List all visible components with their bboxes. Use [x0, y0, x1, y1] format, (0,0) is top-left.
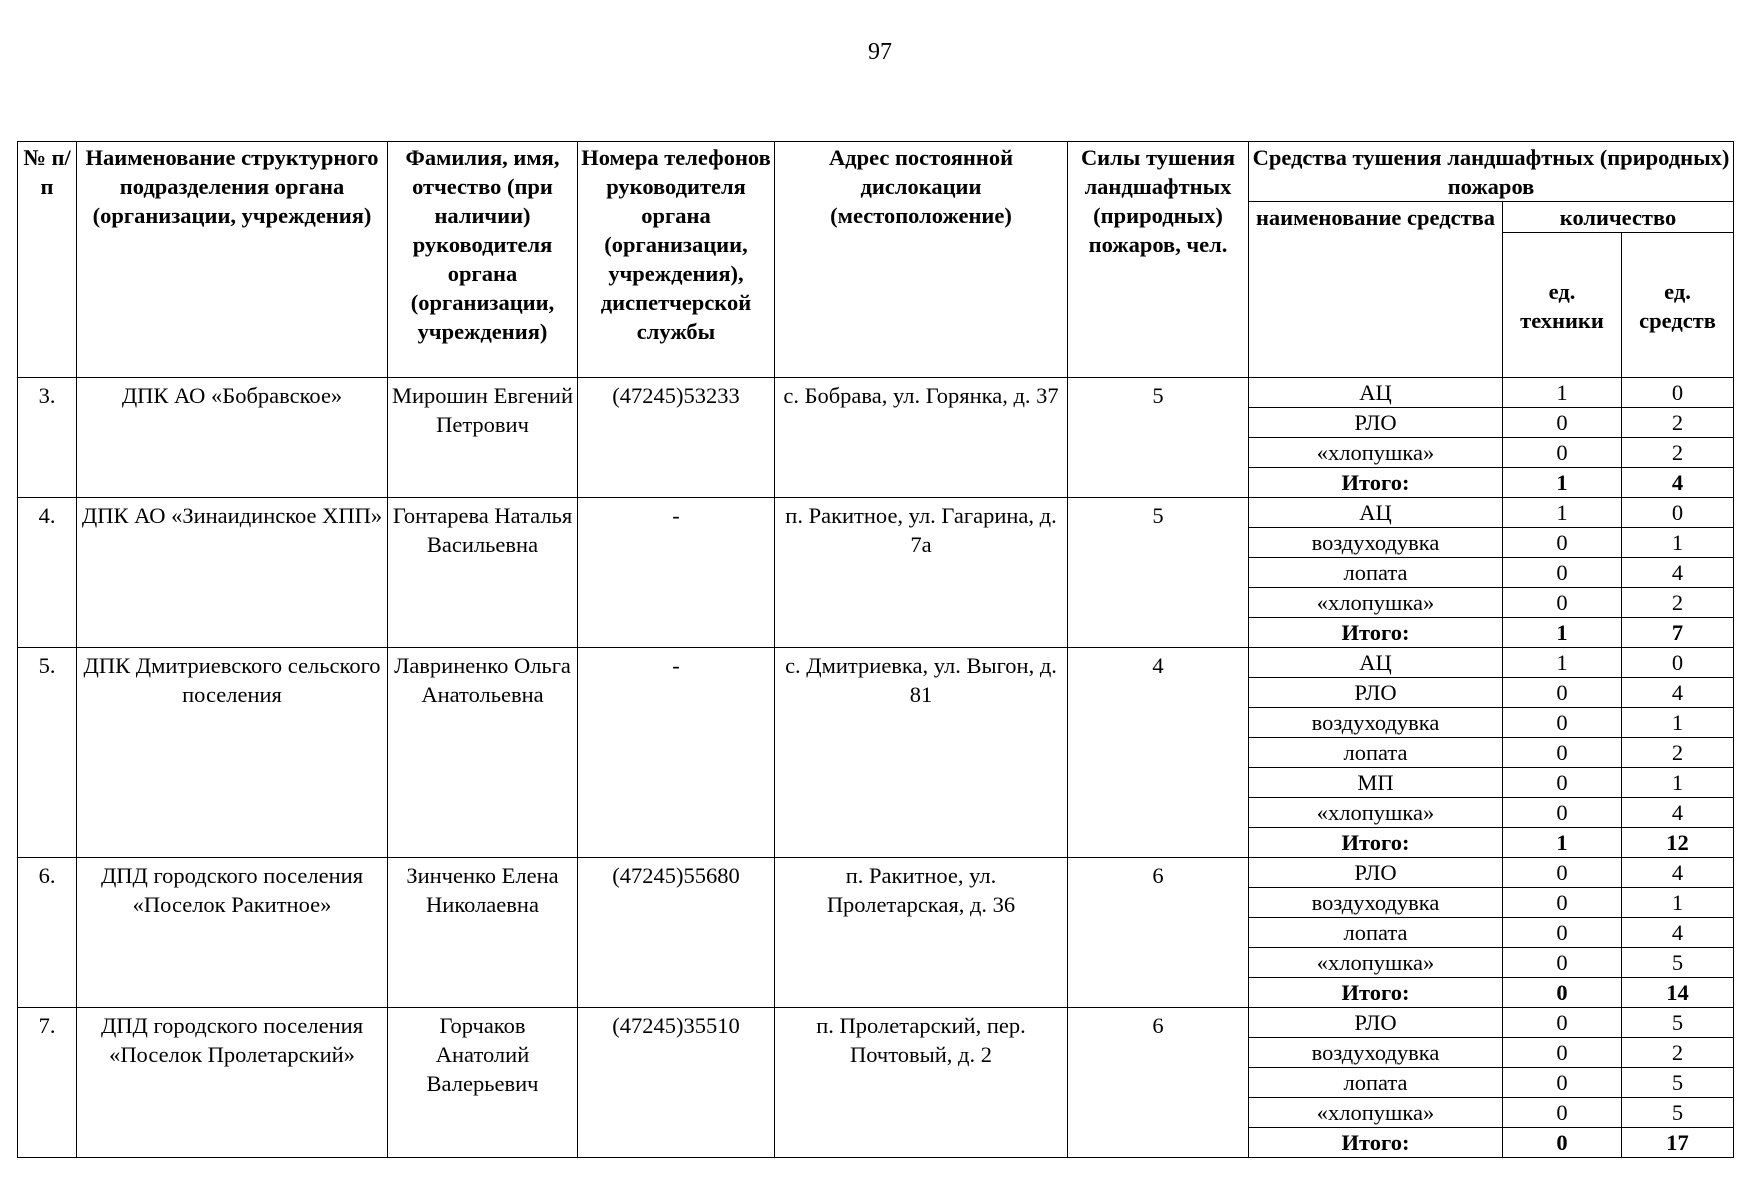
head-name: Горчаков Анатолий Валерьевич: [388, 1008, 578, 1158]
equipment-units: 0: [1503, 708, 1622, 738]
equipment-units: 0: [1503, 858, 1622, 888]
header-units-means: ед. средств: [1622, 233, 1734, 378]
equipment-units: 0: [1503, 528, 1622, 558]
means-units: 1: [1622, 768, 1734, 798]
address: п. Пролетарский, пер. Почтовый, д. 2: [775, 1008, 1068, 1158]
means-units: 1: [1622, 888, 1734, 918]
forces-count: 5: [1068, 498, 1249, 648]
total-means-units: 14: [1622, 978, 1734, 1008]
header-quantity: количество: [1503, 202, 1734, 233]
total-equipment-units: 0: [1503, 1128, 1622, 1158]
means-name: лопата: [1249, 558, 1503, 588]
means-name: МП: [1249, 768, 1503, 798]
equipment-units: 0: [1503, 888, 1622, 918]
total-means-units: 12: [1622, 828, 1734, 858]
means-name: «хлопушка»: [1249, 588, 1503, 618]
unit-name: ДПК АО «Бобравское»: [77, 378, 388, 498]
header-phone: Номера телефонов руководителя органа (организации, учреждения), диспетчерской службы: [578, 142, 775, 378]
equipment-units: 0: [1503, 408, 1622, 438]
total-equipment-units: 1: [1503, 618, 1622, 648]
address: с. Бобрава, ул. Горянка, д. 37: [775, 378, 1068, 498]
row-number: 5.: [18, 648, 77, 858]
head-name: Мирошин Евгений Петрович: [388, 378, 578, 498]
header-num: № п/п: [18, 142, 77, 378]
total-means-units: 7: [1622, 618, 1734, 648]
equipment-units: 0: [1503, 678, 1622, 708]
phone-number: (47245)55680: [578, 858, 775, 1008]
header-means: Средства тушения ландшафтных (природных) пожаров: [1249, 142, 1734, 202]
means-units: 2: [1622, 588, 1734, 618]
means-name: АЦ: [1249, 378, 1503, 408]
forces-count: 6: [1068, 858, 1249, 1008]
means-name: АЦ: [1249, 498, 1503, 528]
equipment-units: 0: [1503, 1068, 1622, 1098]
table-row: [18, 858, 1734, 888]
header-head: Фамилия, имя, отчество (при наличии) руководителя органа (организации, учреждения): [388, 142, 578, 378]
row-number: 7.: [18, 1008, 77, 1158]
head-name: Зинченко Елена Николаевна: [388, 858, 578, 1008]
unit-name: ДПК АО «Зинаидинское ХПП»: [77, 498, 388, 648]
unit-name: ДПД городского поселения «Поселок Ракитное»: [77, 858, 388, 1008]
equipment-units: 0: [1503, 948, 1622, 978]
means-units: 5: [1622, 1008, 1734, 1038]
means-units: 2: [1622, 738, 1734, 768]
phone-number: -: [578, 648, 775, 858]
means-units: 0: [1622, 498, 1734, 528]
head-name: Гонтарева Наталья Васильевна: [388, 498, 578, 648]
means-name: РЛО: [1249, 858, 1503, 888]
means-units: 4: [1622, 918, 1734, 948]
row-number: 3.: [18, 378, 77, 498]
address: п. Ракитное, ул. Пролетарская, д. 36: [775, 858, 1068, 1008]
page-number: 97: [868, 39, 892, 65]
total-means-name: Итого:: [1249, 1128, 1503, 1158]
address: с. Дмитриевка, ул. Выгон, д. 81: [775, 648, 1068, 858]
means-units: 2: [1622, 438, 1734, 468]
total-equipment-units: 1: [1503, 828, 1622, 858]
table-header: [18, 142, 1734, 378]
total-means-units: 4: [1622, 468, 1734, 498]
header-means-name: наименование средства: [1249, 202, 1503, 378]
equipment-units: 0: [1503, 768, 1622, 798]
total-means-units: 17: [1622, 1128, 1734, 1158]
means-units: 5: [1622, 1068, 1734, 1098]
means-units: 1: [1622, 528, 1734, 558]
unit-name: ДПД городского поселения «Поселок Пролетарский»: [77, 1008, 388, 1158]
fire-resources-table: [17, 141, 1734, 1158]
means-units: 1: [1622, 708, 1734, 738]
phone-number: -: [578, 498, 775, 648]
means-name: «хлопушка»: [1249, 798, 1503, 828]
means-name: лопата: [1249, 1068, 1503, 1098]
means-units: 0: [1622, 648, 1734, 678]
means-units: 4: [1622, 798, 1734, 828]
means-units: 4: [1622, 678, 1734, 708]
forces-count: 4: [1068, 648, 1249, 858]
means-name: воздуходувка: [1249, 708, 1503, 738]
total-equipment-units: 1: [1503, 468, 1622, 498]
means-units: 2: [1622, 1038, 1734, 1068]
means-name: воздуходувка: [1249, 1038, 1503, 1068]
table-row: [18, 498, 1734, 528]
row-number: 4.: [18, 498, 77, 648]
total-means-name: Итого:: [1249, 978, 1503, 1008]
address: п. Ракитное, ул. Гагарина, д. 7а: [775, 498, 1068, 648]
forces-count: 5: [1068, 378, 1249, 498]
equipment-units: 1: [1503, 648, 1622, 678]
equipment-units: 0: [1503, 1098, 1622, 1128]
header-name: Наименование структурного подразделения органа (организации, учреждения): [77, 142, 388, 378]
means-units: 4: [1622, 558, 1734, 588]
means-units: 4: [1622, 858, 1734, 888]
total-means-name: Итого:: [1249, 618, 1503, 648]
header-forces: Силы тушения ландшафтных (природных) пожаров, чел.: [1068, 142, 1249, 378]
means-name: АЦ: [1249, 648, 1503, 678]
equipment-units: 0: [1503, 918, 1622, 948]
phone-number: (47245)53233: [578, 378, 775, 498]
total-equipment-units: 0: [1503, 978, 1622, 1008]
equipment-units: 0: [1503, 1008, 1622, 1038]
header-units-equipment: ед. техники: [1503, 233, 1622, 378]
means-name: «хлопушка»: [1249, 948, 1503, 978]
table-body: [18, 378, 1734, 1158]
equipment-units: 1: [1503, 498, 1622, 528]
means-name: РЛО: [1249, 408, 1503, 438]
means-units: 0: [1622, 378, 1734, 408]
equipment-units: 0: [1503, 588, 1622, 618]
equipment-units: 0: [1503, 798, 1622, 828]
head-name: Лавриненко Ольга Анатольевна: [388, 648, 578, 858]
means-name: РЛО: [1249, 1008, 1503, 1038]
equipment-units: 0: [1503, 1038, 1622, 1068]
table-row: [18, 648, 1734, 678]
means-name: лопата: [1249, 738, 1503, 768]
means-name: воздуходувка: [1249, 888, 1503, 918]
forces-count: 6: [1068, 1008, 1249, 1158]
table-row: [18, 1008, 1734, 1038]
means-name: «хлопушка»: [1249, 438, 1503, 468]
means-name: воздуходувка: [1249, 528, 1503, 558]
equipment-units: 0: [1503, 738, 1622, 768]
means-units: 5: [1622, 948, 1734, 978]
row-number: 6.: [18, 858, 77, 1008]
means-units: 2: [1622, 408, 1734, 438]
phone-number: (47245)35510: [578, 1008, 775, 1158]
total-means-name: Итого:: [1249, 468, 1503, 498]
equipment-units: 0: [1503, 558, 1622, 588]
means-name: лопата: [1249, 918, 1503, 948]
means-name: «хлопушка»: [1249, 1098, 1503, 1128]
means-units: 5: [1622, 1098, 1734, 1128]
unit-name: ДПК Дмитриевского сельского поселения: [77, 648, 388, 858]
header-address: Адрес постоянной дислокации (местоположение): [775, 142, 1068, 378]
equipment-units: 0: [1503, 438, 1622, 468]
means-name: РЛО: [1249, 678, 1503, 708]
equipment-units: 1: [1503, 378, 1622, 408]
total-means-name: Итого:: [1249, 828, 1503, 858]
table-row: [18, 378, 1734, 408]
